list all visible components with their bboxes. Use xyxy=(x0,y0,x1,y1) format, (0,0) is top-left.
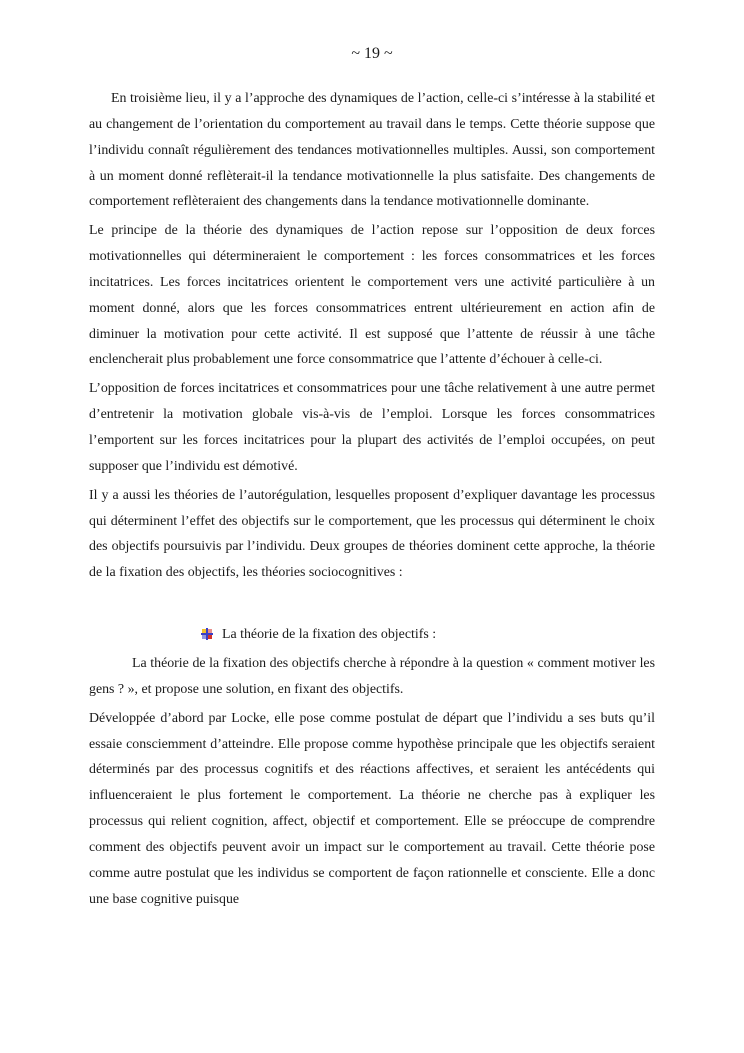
paragraph-opposing-forces: Le principe de la théorie des dynamiques de l’action repose sur l’opposition de deux forces motivationnelles qui détermineraient le comportement : les forces consommatrices et les forces incitatrices. Les forces incitatrices orientent le comportement vers une activité particulière à un moment donné, alors que les forces consommatrices entrent ultérieurement en action afin de diminuer la motivation pour cette activité. Il est supposé que l’attente de réussir à une tâche enclencherait plus probablement une force consommatrice que l’attente d’échouer à celle-ci. xyxy=(89,223,655,368)
section-heading-text: La théorie de la fixation des objectifs : xyxy=(222,627,437,643)
paragraph-locke-theory: Développée d’abord par Locke, elle pose comme postulat de départ que l’individu a ses buts qu’il essaie consciemment d’atteindre. Elle propose comme hypothèse principale que les objectifs seraient déterminés par des processus cognitifs et des réactions affectives, et seraient les antécédents qui influenceraient le plus fortement le comportement. La théorie ne cherche pas à expliquer les processus qui relient cognition, affect, objectif et comportement. Elle se préoccupe de comprendre comment des objectifs peuvent avoir un impact sur le comportement au travail. Cette théorie pose comme autre postulat que les individus se comportent de façon rationnelle et consciente. Elle a donc une base cognitive puisque xyxy=(89,710,655,907)
section-heading-goal-setting xyxy=(89,622,655,648)
bullet-icon xyxy=(201,628,213,640)
paragraph-goal-setting-question: La théorie de la fixation des objectifs cherche à répondre à la question « comment motiver les gens ? », et propose une solution, en fixant des objectifs. xyxy=(89,656,655,697)
document-body xyxy=(89,86,655,912)
page-number: ~ 19 ~ xyxy=(351,45,393,62)
paragraph-self-regulation: Il y a aussi les théories de l’autorégulation, lesquelles proposent d’expliquer davantage les processus qui déterminent l’effet des objectifs sur le comportement, que les processus qui déterminent le choix des objectifs poursuivis par l’individu. Deux groupes de théories dominent cette approche, la théorie de la fixation des objectifs, les théories sociocognitives : xyxy=(89,487,655,581)
paragraph-dynamics-of-action: En troisième lieu, il y a l’approche des dynamiques de l’action, celle-ci s’intéresse à la stabilité et au changement de l’orientation du comportement au travail dans le temps. Cette théorie suppose que l’individu connaît régulièrement des tendances motivationnelles multiples. Aussi, son comportement à un moment donné reflèterait-il la tendance motivationnelle la plus satisfaite. Des changements de comportement reflèteraient des changements dans la tendance motivationnelle dominante. xyxy=(89,91,655,210)
paragraph-global-motivation: L’opposition de forces incitatrices et consommatrices pour une tâche relativement à une autre permet d’entretenir la motivation globale vis-à-vis de l’emploi. Lorsque les forces consommatrices l’emportent sur les forces incitatrices pour la plupart des activités de l’emploi occupées, on peut supposer que l’individu est démotivé. xyxy=(89,381,655,474)
